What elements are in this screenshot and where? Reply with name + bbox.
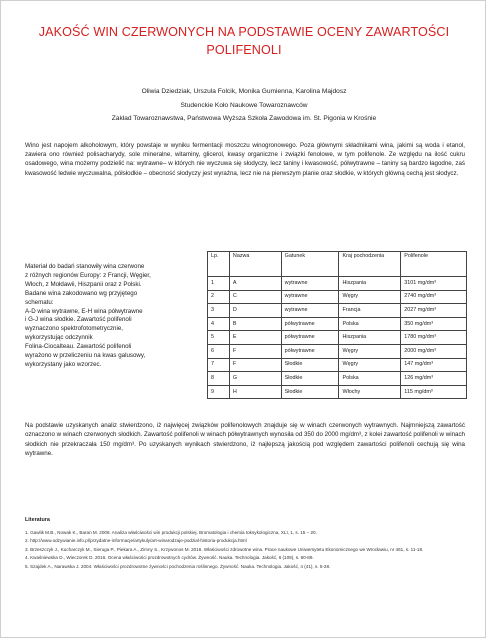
cell-polyphenols: 115 mg/dm³ (401, 385, 467, 399)
cell-country: Polska (339, 372, 401, 386)
polyphenol-results-table (207, 251, 467, 399)
cell-lp: 1 (208, 277, 230, 291)
cell-lp: 6 (208, 344, 230, 358)
table-row (208, 372, 467, 386)
cell-polyphenols: 126 mg/dm³ (401, 372, 467, 386)
cell-type: półwytrawne (281, 317, 339, 331)
methods-line: i G-J wina słodkie. Zawartość polifenoli (25, 316, 132, 324)
cell-name: D (229, 304, 281, 318)
cell-country: Węgry (339, 290, 401, 304)
cell-type: Słodkie (281, 358, 339, 372)
cell-lp: 8 (208, 372, 230, 386)
methods-line: Włoch, z Mołdawii, Hiszpanii oraz z Polski. (25, 280, 142, 288)
reference-item: 3. Brzeszczyk J., Kucharczyk M., Sieruga P., Piekara A., Zimny S., Krzywonos M. 2016. Właściwości zdrowotne wina. Prace naukowe Uniwersytetu Ekonomicznego we Wrocławiu, nr 461, s. 11-18. (25, 546, 424, 552)
affiliation-department: Zakład Towaroznawstwa, Państwowa Wyższa Szkoła Zawodowa im. St. Pigonia w Krośnie (111, 115, 377, 122)
table-header-row (208, 252, 467, 277)
cell-lp: 4 (208, 317, 230, 331)
cell-country: Polska (339, 317, 401, 331)
cell-polyphenols: 1780 mg/dm³ (401, 331, 467, 345)
reference-item: 1. Gawlik M.B., Nowak K., Baran M. 2008. Analiza właściwości win produkcji polskiej. Bromatologia i chemia toksykologiczna, XLI, 1, s. 15 – 20. (25, 530, 317, 535)
cell-type: Słodkie (281, 372, 339, 386)
methods-line: wykorzystany jako wzorzec. (25, 360, 102, 368)
cell-name: H (229, 385, 281, 399)
header-lp: Lp. (208, 252, 230, 277)
header-country: Kraj pochodzenia (339, 252, 401, 277)
table-row (208, 277, 467, 291)
cell-polyphenols: 2000 mg/dm³ (401, 344, 467, 358)
header-name: Nazwa (229, 252, 281, 277)
cell-name: B (229, 317, 281, 331)
cell-country: Hiszpania (339, 277, 401, 291)
cell-polyphenols: 2027 mg/dm³ (401, 304, 467, 318)
methods-line: wykorzystując odczynnik (25, 334, 93, 342)
methods-line: A-D wina wytrawne, E-H wina półwytrawne (25, 307, 143, 315)
cell-country: Hiszpania (339, 331, 401, 345)
table-row (208, 317, 467, 331)
cell-type: półwytrawne (281, 344, 339, 358)
methods-line: z różnych regionów Europy: z Francji, Węgier, (25, 271, 151, 279)
authors: Oliwia Dziedziak, Urszula Folcik, Monika Gumienna, Karolina Majdosz (141, 88, 347, 95)
conclusion-paragraph: Na podstawie uzyskanych analiz stwierdzono, iż najwięcej związków polifenolowych znajduje się w winach czerwonych wytrawnych. Najmniejszą zawartość oznaczono w winach czerwonych słodkich. Zawartość polifenoli w winach półwytrawnych wynosiła od 350 do 2000 mg/dm³, z kolei zawartość polifenoli w winach słodkich nie przekraczała 150 mg/dm³. Po uzyskanych wynikach stwierdzono, iż najlepszą jakością pod względem zawartości polifenoli cechują się wina wytrawne. (25, 422, 465, 458)
cell-name: G (229, 372, 281, 386)
methods-line: Folina-Ciocalteau. Zawartość polifenoli (25, 343, 132, 351)
reference-item: 4. Kwaśniewska D., Wieczorek D. 2016. Ocena właściwości prozdrowotnych cydrów. Żywność. Nauka. Technologia. Jakość, 6 (109), s. 80-89. (25, 555, 314, 561)
cell-name: F (229, 344, 281, 358)
literature-heading: Literatura (25, 517, 50, 523)
intro-paragraph: Wino jest napojem alkoholowym, który powstaje w wyniku fermentacji moszczu winogronowego. Poza głównymi składnikami wina, jakimi są woda i etanol, zawiera ono również polisacharydy, sole mineralne, witaminy, glicerol, kwasy organiczne i związki fenolowe, w tym polifenole. Ze względu na ilość cukru osadowego, wina możemy podzielić na: wytrawne– w których nie wyczuwa się słodyczy, lecz taniny i kwasowość, półwytrawne – taniny są bardzo łagodne, zaś kwasowość ledwie wyczuwalna, półsłodkie – obecność słodyczy jest wyraźna, lecz nie na pierwszym planie oraz słodkie, w których główną cechą jest słodycz. (25, 142, 465, 177)
methods-line: schematu: (25, 298, 54, 306)
table-row (208, 385, 467, 399)
methods-paragraph (25, 263, 181, 370)
table-row (208, 358, 467, 372)
cell-polyphenols: 147 mg/dm³ (401, 358, 467, 372)
cell-country: Węgry (339, 358, 401, 372)
cell-polyphenols: 2740 mg/dm³ (401, 290, 467, 304)
affiliation-club: Studenckie Koło Naukowe Towaroznawców (180, 102, 308, 109)
methods-line: wyrażono w przeliczeniu na kwas galusowy, (25, 352, 146, 360)
cell-lp: 2 (208, 290, 230, 304)
cell-lp: 5 (208, 331, 230, 345)
cell-country: Włochy (339, 385, 401, 399)
table-row (208, 290, 467, 304)
cell-polyphenols: 3101 mg/dm³ (401, 277, 467, 291)
cell-name: A (229, 277, 281, 291)
header-type: Gatunek (281, 252, 339, 277)
cell-type: półwytrawne (281, 331, 339, 345)
table-row (208, 344, 467, 358)
cell-type: Słodkie (281, 385, 339, 399)
header-polyphenols: Polifenole (401, 252, 467, 277)
cell-country: Węgry (339, 344, 401, 358)
cell-type: wytrawne (281, 304, 339, 318)
methods-line: Badane wina zakodowano wg przyjętego (25, 289, 138, 297)
cell-lp: 3 (208, 304, 230, 318)
methods-line: wyznaczono spektrofotometrycznie, (25, 325, 124, 333)
cell-type: wytrawne (281, 277, 339, 291)
cell-name: E (229, 331, 281, 345)
cell-country: Francja (339, 304, 401, 318)
poster-title: JAKOŚĆ WIN CZERWONYCH NA PODSTAWIE OCENY ZAWARTOŚCI POLIFENOLI (38, 25, 450, 57)
cell-polyphenols: 350 mg/dm³ (401, 317, 467, 331)
references-list (25, 529, 465, 571)
methods-line: Materiał do badań stanowiły wina czerwone (25, 263, 145, 270)
cell-name: C (229, 290, 281, 304)
reference-item: 2. http://www.odzywianie.info.pl/przydatne-informacje/artykuly/art-winarodzaje-podzial-historia-produkcja.html (25, 538, 247, 544)
cell-lp: 9 (208, 385, 230, 399)
cell-lp: 7 (208, 358, 230, 372)
reference-item: 5. Szajdek A., Narawska J. 2004. Właściwości prozdrowotne żywności pochodzenia roślinnego. Żywność. Nauka. Technologia. Jakość, 4 (41), s. 5-28. (25, 563, 331, 569)
cell-name: F (229, 358, 281, 372)
table-row (208, 304, 467, 318)
table-row (208, 331, 467, 345)
cell-type: wytrawne (281, 290, 339, 304)
